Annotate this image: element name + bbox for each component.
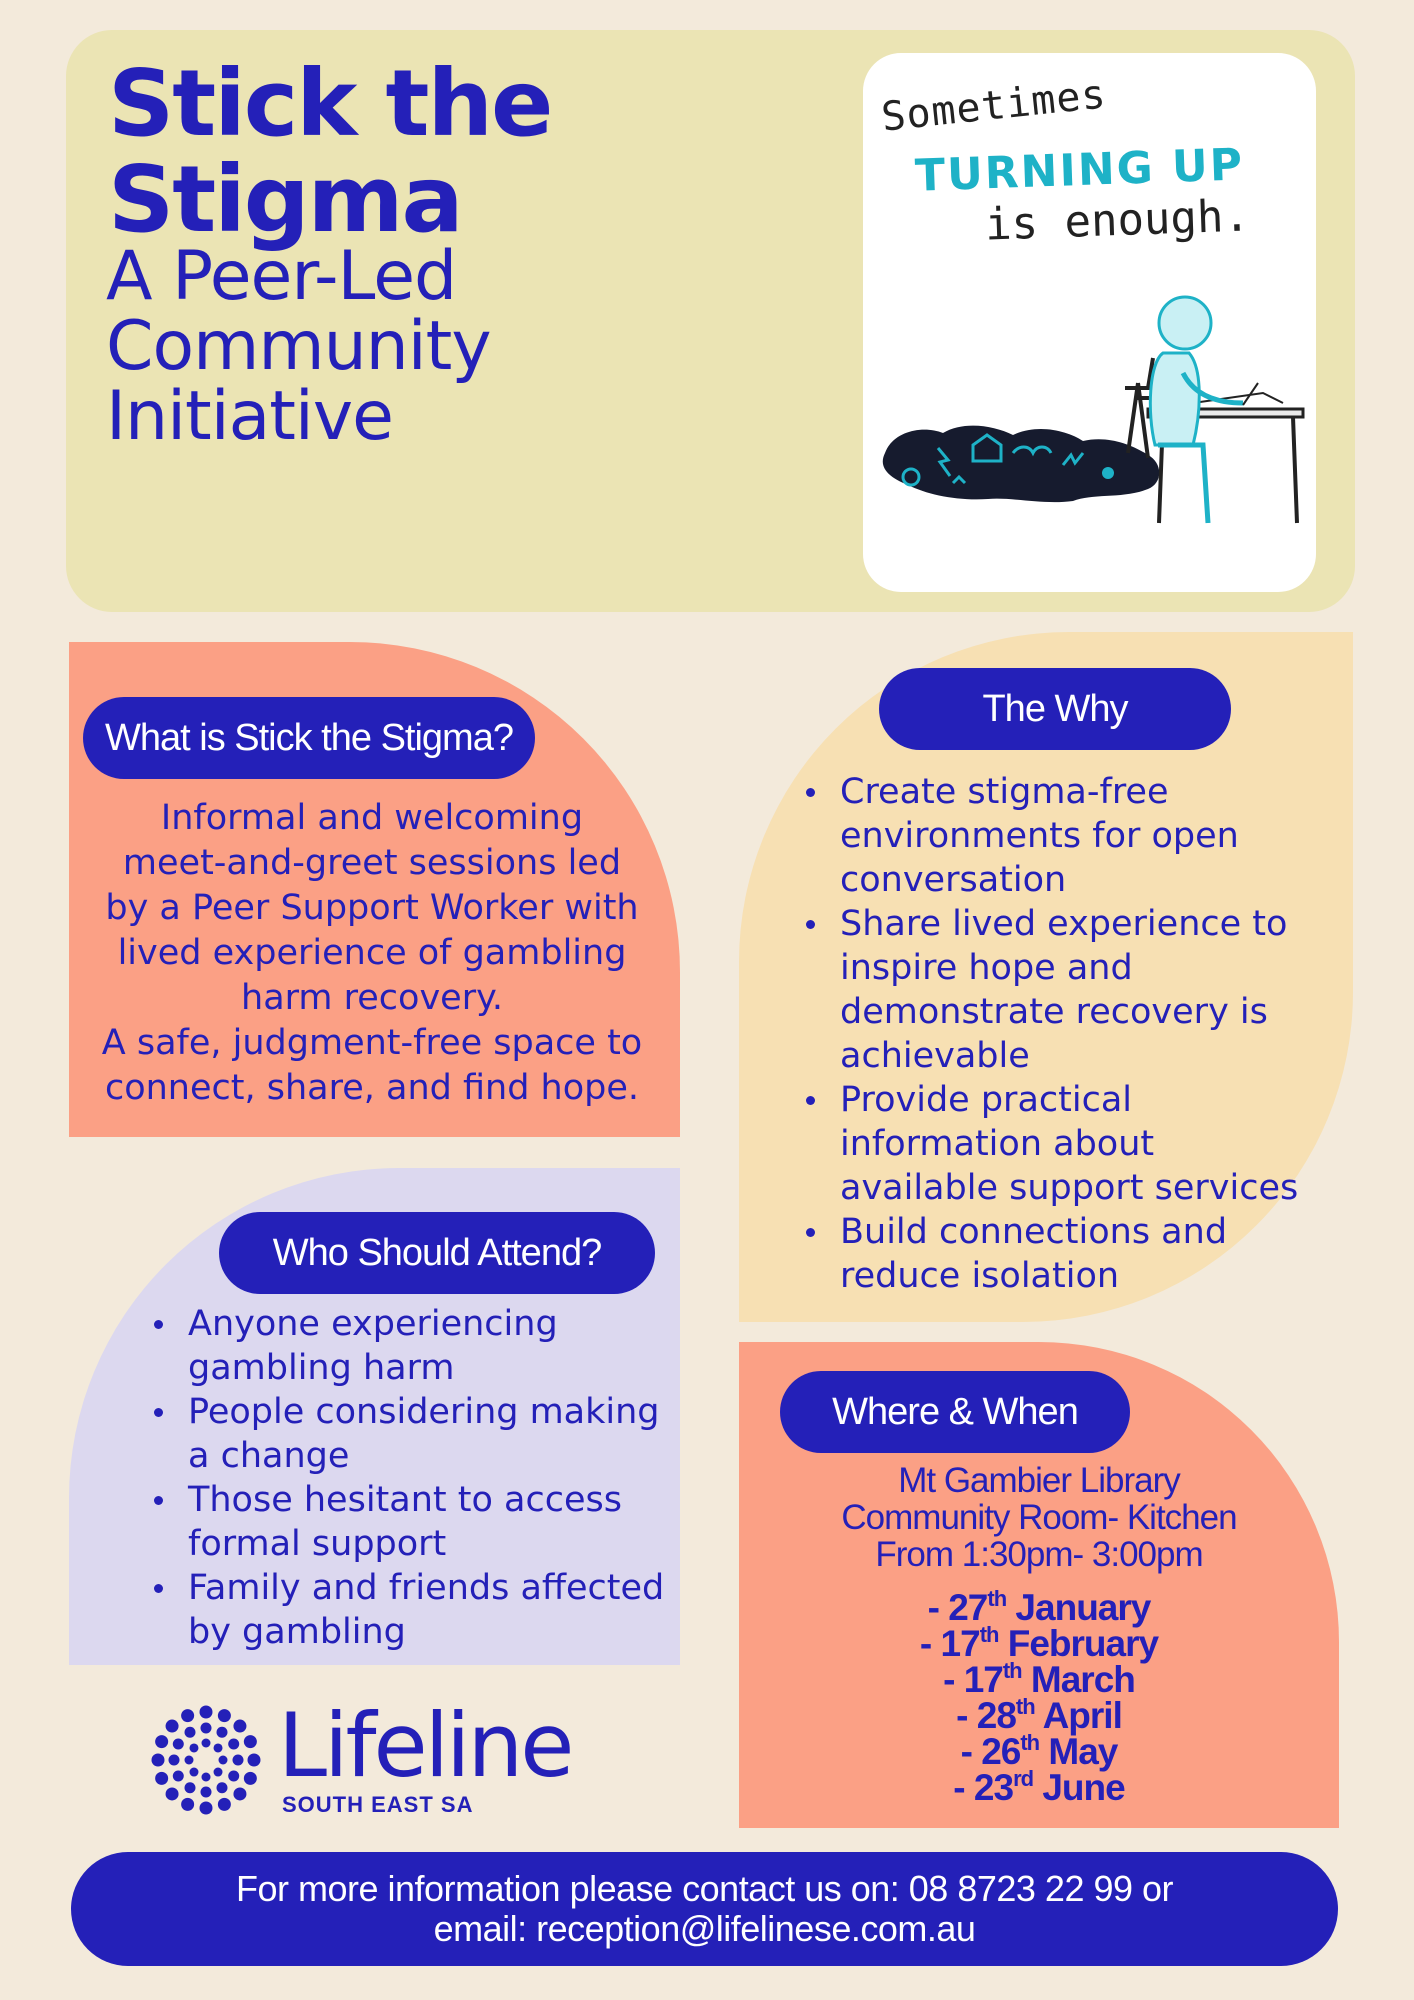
logo-dot [185,1727,196,1738]
dot-circle-icon [146,1700,266,1820]
logo-dot [202,1739,211,1748]
what-line: by a Peer Support Worker with [105,888,639,928]
logo-dot [181,1798,194,1811]
logo-dot [201,1723,212,1734]
logo-dot [181,1709,194,1722]
illustration-text-enough: is enough. [984,190,1251,251]
why-list [800,770,1320,1298]
where-heading: Where & When [780,1371,1130,1453]
illustration-card [863,53,1316,592]
logo-dot [217,1727,228,1738]
logo-dot [233,1787,246,1800]
session-time: From 1:30pm- 3:00pm [875,1535,1203,1574]
where-details [769,1462,1309,1573]
logo-dot [233,1720,246,1733]
logo-dot [214,1768,223,1777]
what-line: harm recovery. [241,978,503,1018]
subtitle-line: A Peer-Led [106,237,457,316]
list-item: Share lived experience to inspire hope and demonstrate recovery is achievable [800,902,1320,1078]
logo-dot [228,1739,239,1750]
list-item: Provide practical information about available support services [800,1078,1320,1210]
list-item: People considering making a change [148,1390,678,1478]
logo-dot [244,1735,257,1748]
page-title [108,50,668,253]
title-line: Stick the [108,50,552,157]
logo-dot [166,1720,179,1733]
session-dates [769,1586,1309,1808]
why-heading: The Why [879,668,1231,750]
who-list [148,1302,678,1654]
logo-dot [189,1768,198,1777]
logo-dot [166,1787,179,1800]
logo-dot [218,1798,231,1811]
illustration-text-sometimes: Sometimes [879,71,1109,141]
contact-line: For more information please contact us on: 08 8723 22 99 or [235,1868,1174,1909]
what-line: Informal and welcoming [160,798,584,838]
logo-region: SOUTH EAST SA [282,1792,474,1817]
logo-dot [152,1754,165,1767]
page-subtitle [106,237,666,456]
logo-dot [200,1802,213,1815]
list-item: Family and friends affected by gambling [148,1566,678,1654]
list-item: Anyone experiencing gambling harm [148,1302,678,1390]
list-item: Those hesitant to access formal support [148,1478,678,1566]
date-item: - 28th April [956,1694,1122,1736]
date-item: - 23rd June [953,1766,1125,1808]
logo-dot [202,1773,211,1782]
logo-dot [244,1772,257,1785]
contact-email[interactable]: email: reception@lifelinese.com.au [433,1908,976,1949]
logo-dot [217,1782,228,1793]
logo-dot [173,1771,184,1782]
list-item: Create stigma-free environments for open conversation [800,770,1320,902]
list-item: Build connections and reduce isolation [800,1210,1320,1298]
logo-dot [248,1754,261,1767]
subtitle-line: Initiative [106,377,393,456]
what-line: meet-and-greet sessions led [122,843,622,883]
logo-dot [155,1735,168,1748]
what-heading: What is Stick the Stigma? [83,697,535,779]
date-item: - 26th May [960,1730,1118,1772]
what-line: lived experience of gambling [117,933,627,973]
contact-footer [71,1852,1338,1966]
logo-wordmark: Lifeline [278,1694,572,1797]
venue: Mt Gambier Library [898,1461,1180,1500]
logo-dot [218,1709,231,1722]
date-item: - 27th January [927,1586,1151,1628]
date-item: - 17th March [943,1658,1135,1700]
what-line: A safe, judgment-free space to [101,1023,643,1063]
logo-dot [201,1787,212,1798]
date-item: - 17th February [919,1622,1159,1664]
room: Community Room- Kitchen [841,1498,1237,1537]
logo-dot [189,1743,198,1752]
logo-dot [155,1772,168,1785]
logo-dot [214,1743,223,1752]
logo-dot [233,1755,244,1766]
title-line: Stigma [108,146,462,253]
lifeline-logo [146,1694,572,1820]
logo-dot [169,1755,180,1766]
who-heading: Who Should Attend? [219,1212,655,1294]
logo-dot [185,1782,196,1793]
what-description [72,796,672,1111]
logo-dot [185,1756,194,1765]
logo-dot [228,1771,239,1782]
logo-dot [173,1739,184,1750]
logo-dot [200,1706,213,1719]
what-line: connect, share, and find hope. [104,1068,640,1108]
logo-dot [219,1756,228,1765]
illustration-text-turning-up: TURNING UP [914,139,1245,202]
subtitle-line: Community [106,307,491,386]
